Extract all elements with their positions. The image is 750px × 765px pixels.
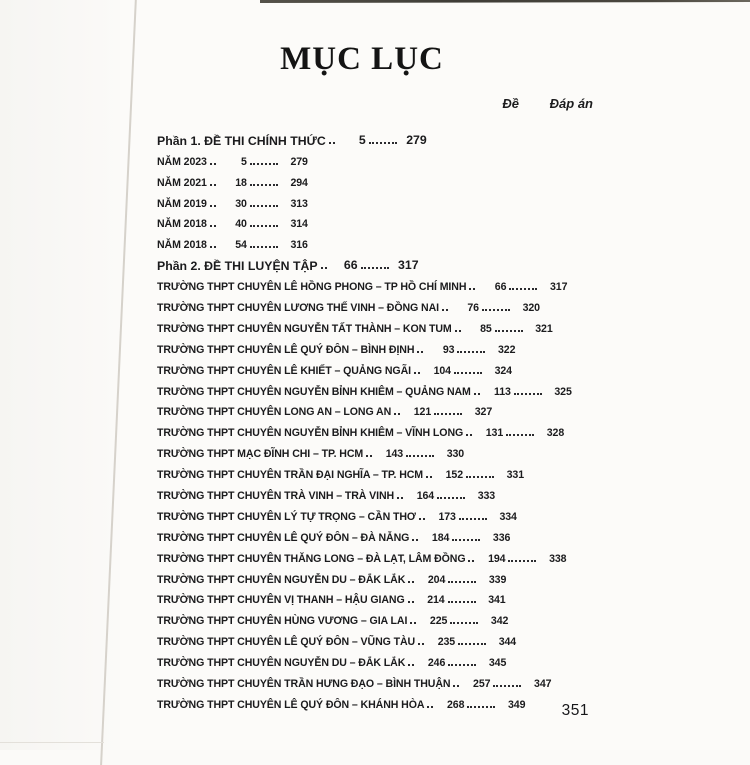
toc-entry-dap-an-page: 349 bbox=[508, 698, 526, 711]
dot-leader bbox=[448, 581, 476, 583]
toc-entry bbox=[157, 211, 581, 232]
toc-entry-de-page: 18 bbox=[235, 176, 247, 189]
toc-entry-label: TRƯỜNG THPT CHUYÊN LÝ TỰ TRỌNG – CẦN THƠ bbox=[157, 510, 416, 523]
dot-leader bbox=[410, 622, 416, 624]
toc-entry-de-page: 143 bbox=[385, 448, 404, 461]
toc-entry-de-page: 54 bbox=[235, 239, 247, 252]
dot-leader bbox=[508, 560, 536, 562]
dot-leader bbox=[210, 163, 216, 165]
toc-entry-label: TRƯỜNG THPT CHUYÊN VỊ THANH – HẬU GIANG bbox=[157, 594, 405, 607]
toc-entry-dap-an-page: 279 bbox=[290, 155, 308, 168]
dot-leader bbox=[414, 372, 420, 374]
toc-entry bbox=[157, 315, 581, 336]
toc-entry-dap-an-page: 324 bbox=[494, 364, 512, 377]
toc-entry bbox=[157, 399, 581, 420]
toc-entry-dap-an-page: 344 bbox=[498, 636, 517, 649]
toc-entry bbox=[157, 482, 581, 503]
toc-entry bbox=[157, 503, 581, 524]
toc-entry bbox=[157, 607, 581, 628]
page-number: 351 bbox=[561, 702, 589, 719]
dot-leader bbox=[412, 539, 418, 541]
toc-entry-label: TRƯỜNG THPT CHUYÊN TRẦN ĐẠI NGHĨA – TP. HCM bbox=[157, 469, 424, 482]
toc-entry bbox=[157, 566, 581, 587]
toc-entry-label: NĂM 2019 bbox=[157, 197, 207, 210]
dot-leader bbox=[434, 413, 462, 415]
dot-leader bbox=[437, 497, 465, 499]
column-header-de: Đề bbox=[502, 96, 519, 111]
dot-leader bbox=[457, 351, 485, 353]
toc-entry-label: TRƯỜNG THPT MẠC ĐĨNH CHI – TP. HCM bbox=[157, 448, 364, 461]
dot-leader bbox=[474, 393, 480, 395]
toc-entry-dap-an-page: 333 bbox=[477, 490, 496, 503]
dot-leader bbox=[448, 601, 476, 603]
toc-entry-de-page: 235 bbox=[437, 636, 456, 649]
dot-leader bbox=[468, 560, 474, 562]
toc-entry-de-page: 30 bbox=[235, 197, 247, 210]
toc-entry-dap-an-page: 325 bbox=[554, 385, 572, 398]
toc-entry bbox=[157, 545, 581, 566]
toc-entry-de-page: 5 bbox=[241, 155, 247, 168]
dot-leader bbox=[366, 455, 372, 457]
toc-entry-de-page: 93 bbox=[442, 343, 455, 356]
toc-entry bbox=[157, 169, 581, 190]
toc-entry bbox=[157, 127, 581, 148]
toc-entry-de-page: 76 bbox=[467, 302, 479, 315]
dot-leader bbox=[408, 664, 414, 666]
toc-entry-de-page: 152 bbox=[445, 469, 464, 482]
toc-entry bbox=[157, 273, 581, 294]
toc-entry bbox=[157, 628, 581, 649]
toc-entry-dap-an-page: 330 bbox=[446, 448, 465, 461]
dot-leader bbox=[250, 246, 278, 248]
toc-entry-dap-an-page: 347 bbox=[534, 678, 552, 691]
dot-leader bbox=[210, 184, 216, 186]
toc-entry-label: TRƯỜNG THPT CHUYÊN LÊ HỒNG PHONG – TP HỒ CHÍ MINH bbox=[157, 281, 467, 294]
toc-entry-dap-an-page: 317 bbox=[549, 281, 568, 294]
toc-entry-dap-an-page: 342 bbox=[490, 615, 509, 628]
dot-leader bbox=[210, 246, 216, 248]
toc-entry-dap-an-page: 331 bbox=[506, 469, 525, 482]
toc-entry-label: TRƯỜNG THPT CHUYÊN LÊ QUÝ ĐÔN – BÌNH ĐỊNH bbox=[157, 343, 415, 356]
toc-entry-dap-an-page: 345 bbox=[488, 657, 507, 670]
column-header-dap-an: Đáp án bbox=[549, 96, 593, 111]
dot-leader bbox=[210, 225, 216, 227]
toc-entry bbox=[157, 294, 581, 315]
dot-leader bbox=[454, 372, 482, 374]
dot-leader bbox=[452, 539, 480, 541]
dot-leader bbox=[482, 309, 510, 311]
toc-entry-dap-an-page: 317 bbox=[398, 258, 419, 273]
dot-leader bbox=[509, 288, 537, 290]
toc-entry-dap-an-page: 316 bbox=[290, 239, 308, 252]
toc-entry-label: TRƯỜNG THPT CHUYÊN TRẦN HƯNG ĐẠO – BÌNH THUẬN bbox=[157, 678, 451, 691]
toc-column-headers bbox=[157, 96, 593, 114]
dot-leader bbox=[250, 163, 278, 165]
dot-leader bbox=[459, 518, 487, 520]
toc-entry-de-page: 268 bbox=[447, 698, 465, 711]
toc-entry-label: TRƯỜNG THPT CHUYÊN NGUYỄN TẤT THÀNH – KON TUM bbox=[157, 322, 452, 335]
toc-entry-dap-an-page: 336 bbox=[492, 531, 511, 544]
toc-entry-de-page: 104 bbox=[433, 364, 451, 377]
dot-leader bbox=[250, 225, 278, 227]
toc-entry-de-page: 131 bbox=[485, 427, 504, 440]
toc-entry-de-page: 121 bbox=[413, 406, 432, 419]
toc-entry-de-page: 214 bbox=[427, 594, 445, 607]
toc-entry-de-page: 257 bbox=[473, 678, 491, 691]
toc-entry-label: NĂM 2021 bbox=[157, 176, 207, 189]
dot-leader bbox=[458, 643, 486, 645]
toc-entry-dap-an-page: 334 bbox=[499, 510, 517, 523]
dot-leader bbox=[361, 267, 389, 269]
toc-entry bbox=[157, 440, 581, 461]
toc-entry-label: TRƯỜNG THPT CHUYÊN LÊ QUÝ ĐÔN – KHÁNH HÒA bbox=[157, 698, 425, 711]
toc-entry bbox=[157, 252, 581, 273]
toc-entry-label: TRƯỜNG THPT CHUYÊN LÊ QUÝ ĐÔN – ĐÀ NẴNG bbox=[157, 531, 410, 544]
page-bottom-edge bbox=[0, 742, 104, 743]
toc-entry bbox=[157, 231, 581, 252]
dot-leader bbox=[448, 664, 476, 666]
toc-entry-dap-an-page: 279 bbox=[406, 132, 427, 147]
dot-leader bbox=[417, 351, 423, 353]
toc-entry-label: TRƯỜNG THPT CHUYÊN HÙNG VƯƠNG – GIA LAI bbox=[157, 615, 408, 628]
toc-entry-label: NĂM 2023 bbox=[157, 155, 207, 168]
toc-entry-label: TRƯỜNG THPT CHUYÊN LÊ KHIẾT – QUẢNG NGÃI bbox=[157, 364, 411, 377]
toc-entry-dap-an-page: 339 bbox=[488, 573, 507, 586]
dot-leader bbox=[329, 142, 335, 144]
dot-leader bbox=[466, 476, 494, 478]
toc-entry-label: TRƯỜNG THPT CHUYÊN TRÀ VINH – TRÀ VINH bbox=[157, 490, 395, 503]
toc-entry-label: TRƯỜNG THPT CHUYÊN THĂNG LONG – ĐÀ LẠT, LÂM ĐỒNG bbox=[157, 552, 466, 565]
toc-entry-de-page: 225 bbox=[429, 615, 448, 628]
dot-leader bbox=[427, 706, 433, 708]
toc-entry-label: Phần 2. ĐỀ THI LUYỆN TẬP bbox=[157, 259, 318, 274]
toc-entry-de-page: 5 bbox=[358, 132, 366, 147]
book-top-edge bbox=[260, 0, 750, 3]
toc-entry-label: Phần 1. ĐỀ THI CHÍNH THỨC bbox=[157, 133, 326, 148]
toc-entry-dap-an-page: 321 bbox=[535, 322, 553, 335]
dot-leader bbox=[455, 330, 461, 332]
toc-entry-de-page: 184 bbox=[431, 531, 450, 544]
toc-entry bbox=[157, 419, 581, 440]
toc-entry-dap-an-page: 314 bbox=[290, 218, 308, 231]
toc-entry bbox=[157, 378, 581, 399]
dot-leader bbox=[514, 393, 542, 395]
toc-entry bbox=[157, 461, 581, 482]
toc-entry-de-page: 246 bbox=[427, 657, 446, 670]
dot-leader bbox=[426, 476, 432, 478]
toc-rows bbox=[157, 127, 581, 712]
toc-entry-de-page: 40 bbox=[235, 218, 247, 231]
toc-entry bbox=[157, 649, 581, 670]
dot-leader bbox=[453, 685, 459, 687]
page-title: MỤC LỤC bbox=[280, 41, 444, 77]
toc-entry-de-page: 66 bbox=[343, 258, 358, 273]
toc-entry bbox=[157, 148, 581, 169]
dot-leader bbox=[406, 455, 434, 457]
dot-leader bbox=[419, 518, 425, 520]
dot-leader bbox=[250, 184, 278, 186]
toc-entry-label: NĂM 2018 bbox=[157, 239, 207, 252]
toc-entry-dap-an-page: 338 bbox=[549, 552, 567, 565]
toc-entry-dap-an-page: 320 bbox=[522, 302, 540, 315]
toc-entry-de-page: 66 bbox=[494, 281, 507, 294]
toc-entry-label: TRƯỜNG THPT CHUYÊN LƯƠNG THẾ VINH – ĐỒNG NAI bbox=[157, 302, 439, 315]
dot-leader bbox=[467, 706, 495, 708]
toc-entry-dap-an-page: 328 bbox=[546, 427, 565, 440]
toc-entry-dap-an-page: 327 bbox=[474, 406, 493, 419]
toc-entry bbox=[157, 357, 581, 378]
toc-entry bbox=[157, 691, 581, 712]
dot-leader bbox=[442, 309, 448, 311]
toc-entry-de-page: 173 bbox=[438, 510, 456, 523]
toc-entry-label: TRƯỜNG THPT CHUYÊN NGUYỄN BỈNH KHIÊM – QUẢNG NAM bbox=[157, 385, 471, 398]
toc-entry bbox=[157, 670, 581, 691]
dot-leader bbox=[210, 205, 216, 207]
dot-leader bbox=[397, 497, 403, 499]
dot-leader bbox=[493, 685, 521, 687]
toc-entry-de-page: 194 bbox=[488, 552, 506, 565]
toc-entry-de-page: 113 bbox=[493, 385, 511, 398]
toc-entry bbox=[157, 336, 581, 357]
toc-entry-label: TRƯỜNG THPT CHUYÊN LÊ QUÝ ĐÔN – VŨNG TÀU bbox=[157, 636, 416, 649]
dot-leader bbox=[495, 330, 523, 332]
dot-leader bbox=[408, 601, 414, 603]
page-left-gutter bbox=[0, 0, 120, 750]
dot-leader bbox=[506, 434, 534, 436]
toc-entry-dap-an-page: 322 bbox=[498, 343, 516, 356]
dot-leader bbox=[418, 643, 424, 645]
dot-leader bbox=[369, 142, 397, 144]
toc-entry-label: TRƯỜNG THPT CHUYÊN NGUYỄN DU – ĐẮK LẮK bbox=[157, 657, 406, 670]
dot-leader bbox=[469, 288, 475, 290]
toc-entry-dap-an-page: 294 bbox=[290, 176, 308, 189]
dot-leader bbox=[466, 434, 472, 436]
toc-entry-dap-an-page: 341 bbox=[488, 594, 506, 607]
toc-entry-de-page: 204 bbox=[427, 573, 446, 586]
toc-entry bbox=[157, 587, 581, 608]
dot-leader bbox=[321, 267, 327, 269]
toc-entry-label: NĂM 2018 bbox=[157, 218, 207, 231]
toc-entry bbox=[157, 190, 581, 211]
dot-leader bbox=[408, 581, 414, 583]
toc-entry-dap-an-page: 313 bbox=[290, 197, 308, 210]
dot-leader bbox=[394, 413, 400, 415]
dot-leader bbox=[450, 622, 478, 624]
toc-entry-label: TRƯỜNG THPT CHUYÊN NGUYỄN DU – ĐẮK LẮK bbox=[157, 573, 406, 586]
toc-entry-de-page: 85 bbox=[480, 322, 492, 335]
toc-entry bbox=[157, 524, 581, 545]
toc-entry-label: TRƯỜNG THPT CHUYÊN NGUYỄN BỈNH KHIÊM – VĨNH LONG bbox=[157, 427, 464, 440]
toc-entry-label: TRƯỜNG THPT CHUYÊN LONG AN – LONG AN bbox=[157, 406, 392, 419]
toc-entry-de-page: 164 bbox=[416, 490, 435, 503]
dot-leader bbox=[250, 205, 278, 207]
